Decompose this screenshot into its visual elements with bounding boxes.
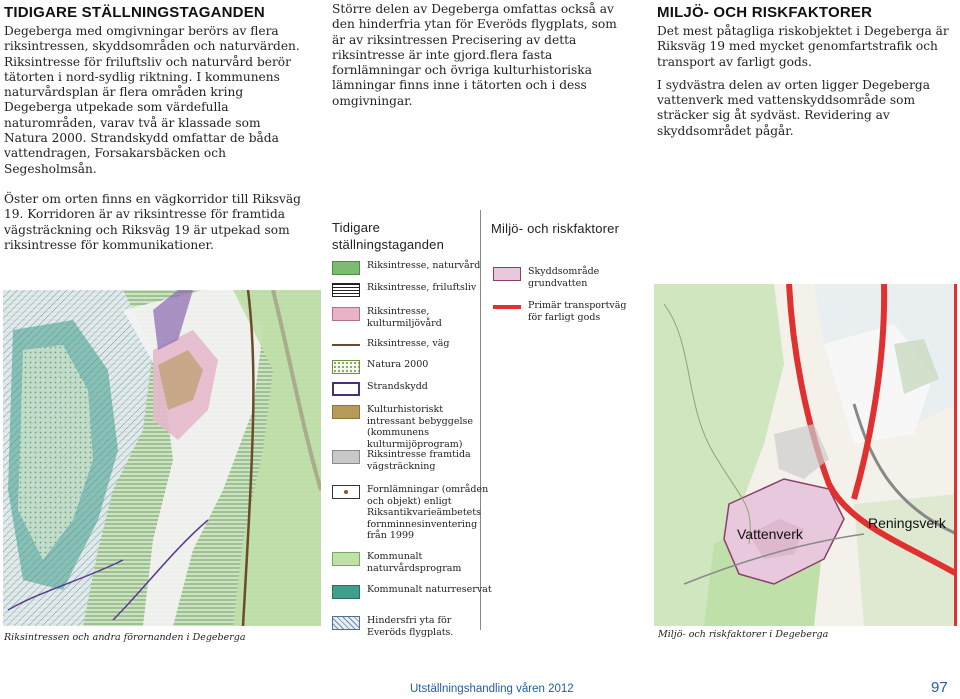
swatch-tan-icon (332, 405, 360, 419)
legend-item-hindersfri-yta (332, 615, 492, 638)
legend-item-natura2000 (332, 359, 492, 374)
right-map (654, 284, 957, 626)
legend-item-vag (332, 338, 492, 350)
legend-label: Kulturhistoriskt intressant bebyggelse (kommunens kulturmijöprogram) (367, 404, 473, 450)
legend-label: Riksintresse, naturvård (367, 260, 481, 271)
page-number: 97 (931, 679, 948, 696)
legend-label: Primär transportväg för farligt gods (528, 300, 627, 323)
legend-label: Kommunalt naturreservat (367, 584, 492, 595)
legend-label: Riksintresse, friluftsliv (367, 282, 477, 293)
legend-item-strandskydd (332, 381, 492, 396)
legend-title-right: Miljö- och riskfaktorer (491, 221, 620, 236)
right-paragraph-1: Det mest påtagliga riskobjektet i Degeberga är Riksväg 19 med mycket genomfartstrafik och transport av farligt gods. (657, 24, 949, 69)
left-map-caption: Riksintressen och andra förornanden i Degeberga (4, 632, 246, 643)
legend-item-farligt-gods (493, 300, 643, 323)
legend-label: Riksintresse framtida vägsträckning (367, 449, 471, 472)
legend-item-naturvard (332, 260, 492, 275)
swatch-dotted-icon (332, 360, 360, 374)
swatch-grey-icon (332, 450, 360, 464)
left-text (4, 24, 304, 253)
line-brown-icon (332, 344, 360, 346)
legend-item-framtida-vag (332, 449, 492, 472)
legend-label: Skyddsområde grundvatten (528, 266, 600, 289)
legend-item-kulturhistoriskt (332, 404, 492, 450)
middle-paragraph: Större delen av Degeberga omfattas också av den hinderfria ytan för Everöds flygplats, som är av riksintressen Precisering av detta riksintresse är inte gjord.flera fasta fornlämningar och övriga kulturhistoriska lämningar finns inne i tätorten och i dess omgivningar. (332, 2, 617, 108)
legend-label: Riksintresse, kulturmiljövård (367, 306, 442, 329)
swatch-light-green-icon (332, 552, 360, 566)
map-label-reningsverk: Reningsverk (868, 515, 946, 531)
swatch-green-icon (332, 261, 360, 275)
legend-item-fornlamningar (332, 484, 492, 542)
left-map-graphic (3, 290, 321, 626)
swatch-purple-outline-icon (332, 382, 360, 396)
left-paragraph-2: Öster om orten finns en vägkorridor till Riksväg 19. Korridoren är av riksintresse för framtida vägsträckning och Riksväg 19 är utpekad som riksintresse för kommunikationer. (4, 191, 301, 252)
legend-item-kulturmiljovard (332, 306, 492, 329)
legend-label: Kommunalt naturvårdsprogram (367, 551, 462, 574)
line-red-icon (493, 305, 521, 309)
legend-label: Hindersfri yta för Everöds flygplats. (367, 615, 454, 638)
middle-text (332, 2, 630, 109)
right-text (657, 24, 957, 139)
left-section-title: TIDIGARE STÄLLNINGSTAGANDEN (4, 4, 265, 21)
map-label-vattenverk: Vattenverk (737, 526, 803, 542)
legend-label: Strandskydd (367, 381, 428, 392)
swatch-blue-hatched-icon (332, 616, 360, 630)
legend-item-friluftsliv (332, 282, 492, 297)
left-paragraph-1: Degeberga med omgivningar berörs av flera riksintressen, skyddsområden och naturvärden. Riksintresse för friluftsliv och naturvård berör tätorten i nord-sydlig riktning. I kommunens naturvårdsplan är flera områden kring Degeberga utpekade som värdefulla naturområden, varav två är klassade som Natura 2000. Strandskydd omfattar de båda vattendragen, Forsakarsbäcken och Segesholmsån. (4, 24, 300, 176)
legend-label: Fornlämningar (områden och objekt) enligt Riksantikvarieämbetets fornminnesinventering från 1999 (367, 484, 489, 541)
right-map-graphic (654, 284, 957, 626)
swatch-teal-icon (332, 585, 360, 599)
legend-label: Riksintresse, väg (367, 338, 450, 349)
legend-label: Natura 2000 (367, 359, 429, 370)
right-map-caption: Miljö- och riskfaktorer i Degeberga (658, 629, 829, 640)
swatch-pink-outline-icon (493, 267, 521, 281)
swatch-dot-icon (332, 485, 360, 499)
right-paragraph-2: I sydvästra delen av orten ligger Degeberga vattenverk med vattenskyddsområde som sträcker sig åt sydväst. Revidering av skyddsområdet pågår. (657, 77, 930, 138)
left-map (3, 290, 321, 626)
right-section-title: MILJÖ- OCH RISKFAKTORER (657, 4, 873, 21)
swatch-hatched-icon (332, 283, 360, 297)
legend-item-skyddsomrade (493, 266, 643, 289)
footer-text: Utställningshandling våren 2012 (410, 683, 574, 695)
swatch-pink-icon (332, 307, 360, 321)
legend-title-left: Tidigare ställningstaganden (332, 220, 445, 252)
legend-item-naturreservat (332, 584, 492, 599)
legend-item-naturvardsprogram (332, 551, 492, 574)
